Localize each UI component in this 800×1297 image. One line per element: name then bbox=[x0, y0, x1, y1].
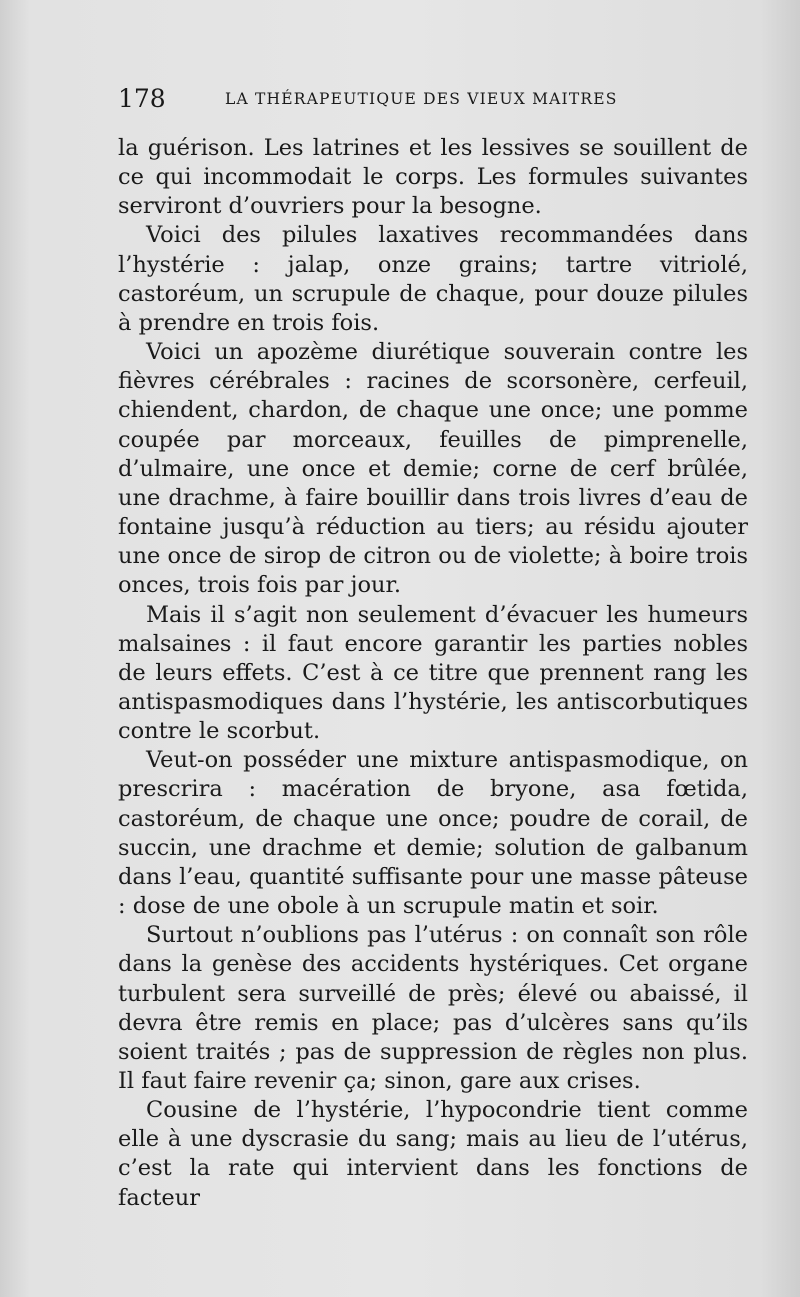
page-number: 178 bbox=[118, 84, 166, 113]
body-text bbox=[118, 134, 748, 1213]
paragraph: la guérison. Les latrines et les lessives se souillent de ce qui incommodait le corps. Les formules suivantes serviront d’ouvriers pour la besogne. bbox=[118, 135, 748, 220]
paragraph: Voici des pilules laxatives recommandées dans l’hystérie : jalap, onze grains; tartre vitriolé, castoréum, un scrupule de chaque, pour douze pilules à prendre en trois fois. bbox=[118, 222, 748, 336]
paragraph: Cousine de l’hystérie, l’hypocondrie tient comme elle à une dyscrasie du sang; mais au lieu de l’utérus, c’est la rate qui intervient dans les fonctions de facteur bbox=[118, 1097, 748, 1211]
paragraph: Voici un apozème diurétique souverain contre les fièvres cérébrales : racines de scorsonère, cerfeuil, chiendent, chardon, de chaque une once; une pomme coupée par morceaux, feuilles de pimprenelle, d’ulmaire, une once et demie; corne de cerf brûlée, une drachme, à faire bouillir dans trois livres d’eau de fontaine jusqu’à réduction au tiers; au résidu ajouter une once de sirop de citron ou de violette; à boire trois onces, trois fois par jour. bbox=[118, 339, 748, 599]
running-title: LA THÉRAPEUTIQUE DES VIEUX MAITRES bbox=[225, 90, 618, 108]
running-head bbox=[118, 84, 748, 114]
paragraph: Veut-on posséder une mixture antispasmodique, on prescrira : macération de bryone, asa fœtida, castoréum, de chaque une once; poudre de corail, de succin, une drachme et demie; solution de galbanum dans l’eau, quantité suffisante pour une masse pâteuse : dose de une obole à un scrupule matin et soir. bbox=[118, 747, 748, 920]
paragraph: Surtout n’oublions pas l’utérus : on connaît son rôle dans la genèse des accidents hystériques. Cet organe turbulent sera surveillé de près; élevé ou abaissé, il devra être remis en place; pas d’ulcères sans qu’ils soient traités ; pas de suppression de règles non plus. Il faut faire revenir ça; sinon, gare aux crises. bbox=[118, 922, 748, 1094]
paragraph: Mais il s’agit non seulement d’évacuer les humeurs malsaines : il faut encore garantir les parties nobles de leurs effets. C’est à ce titre que prennent rang les antispasmodiques dans l’hystérie, les antiscorbutiques contre le scorbut. bbox=[118, 601, 748, 745]
